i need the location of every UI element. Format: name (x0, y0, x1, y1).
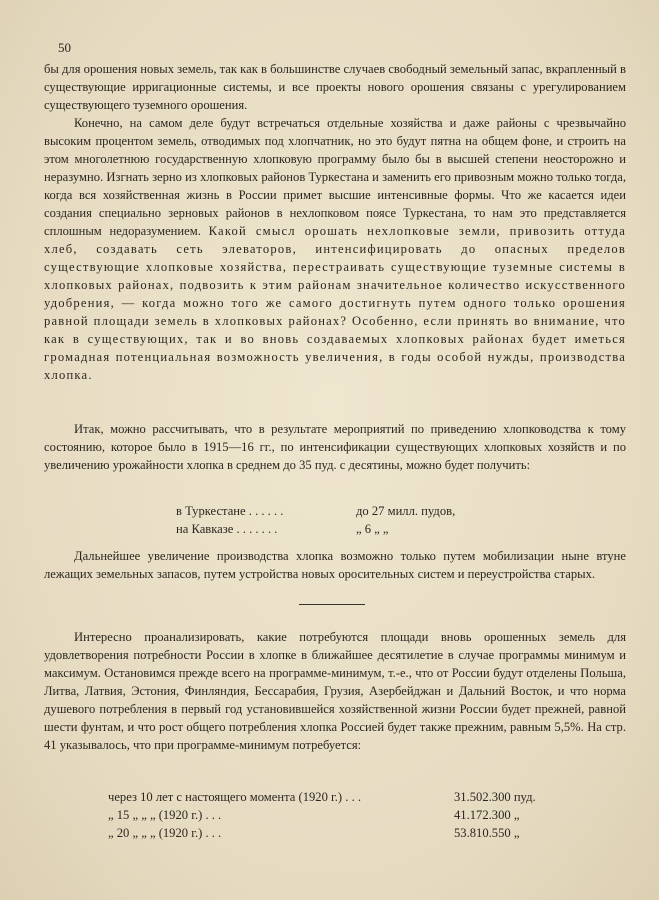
paragraph-intro: бы для орошения новых земель, так как в большинстве случаев свободный земельный запас, вкрапленный в существующие ирригационные системы, и все проекты нового орошения связаны с урегулированием существующего туземного орошения. (44, 62, 626, 112)
demand-period: „ 20 „ „ „ (1920 г.) . . . (108, 826, 222, 840)
demand-value: 53.810.550 „ (454, 826, 520, 840)
body-text-forecast (44, 420, 626, 474)
yield-table (176, 502, 455, 538)
demand-period: через 10 лет с настоящего момента (1920 г.) . . . (108, 790, 362, 804)
demand-row (108, 824, 536, 842)
yield-row (176, 502, 455, 520)
body-text-top (44, 60, 626, 384)
yield-region: на Кавказе . . . . . . . (176, 522, 278, 536)
body-text-mobilization (44, 547, 626, 583)
demand-period: „ 15 „ „ „ (1920 г.) . . . (108, 808, 222, 822)
paragraph-forecast: Итак, можно рассчитывать, что в результате мероприятий по приведению хлопководства к тому состоянию, которое было в 1915—16 гг., по интенсификации существующих хлопковых хозяйств и по увеличению урожайности хлопка в среднем до 35 пуд. с десятины, можно будет получить: (44, 422, 626, 472)
paragraph-main-normal: Конечно, на самом деле будут встречаться отдельные хозяйства и даже районы с чрезвычайно высоким процентом земель, отводимых под хлопчатник, но это будут пятна на общем фоне, и строить на этом многолетнюю государственную хлопковую программу было бы в высшей степени неосторожно и неразумно. Изгнать зерно из хлопковых районов Туркестана и заменить его привозным можно только тогда, когда вся хозяйственная жизнь в России примет высшие интенсивные формы. Что же касается идеи создания специально зерновых районов в нехлопковом поясе Туркестана, то нам это представляется сплошным недоразумением. (44, 116, 626, 238)
page-number: 50 (58, 40, 71, 55)
demand-row (108, 788, 536, 806)
demand-value: 31.502.300 пуд. (454, 790, 536, 804)
demand-value: 41.172.300 „ (454, 808, 520, 822)
yield-region: в Туркестане . . . . . . (176, 504, 284, 518)
paragraph-mobilization: Дальнейшее увеличение производства хлопка возможно только путем мобилизации ныне втуне лежащих земельных запасов, путем устройства новых оросительных систем и переустройства старых. (44, 549, 626, 581)
body-text-analysis (44, 628, 626, 754)
yield-amount: „ 6 „ „ (356, 522, 389, 536)
demand-table (108, 788, 536, 842)
paragraph-main (44, 114, 626, 384)
paragraph-main-spaced: Какой смысл орошать нехлопковые земли, привозить оттуда хлеб, создавать сеть элеваторов, интенсифицировать до опасных пределов существующие хлопковые хозяйства, перестраивать существующие туземные системы в хлопковых районах, подвозить к этим районам значительное количество искусственного удобрения, — когда можно того же самого достигнуть путем одного только орошения равной площади земель в хлопковых районах? Особенно, если принять во внимание, что как в существующих, так и во вновь создаваемых хлопковых районах будет иметься громадная потенциальная возможность увеличения, в годы особой нужды, производства хлопка. (44, 224, 626, 382)
demand-row (108, 806, 536, 824)
section-divider (299, 604, 365, 605)
yield-amount: до 27 милл. пудов, (356, 504, 456, 518)
yield-row (176, 520, 455, 538)
paragraph-analysis: Интересно проанализировать, какие потребуются площади вновь орошенных земель для удовлетворения потребности России в хлопке в ближайшее десятилетие в случае программы минимум и максимум. Остановимся прежде всего на программе-минимум, т.-е., что от России будут отделены Польша, Литва, Латвия, Эстония, Финляндия, Бессарабия, Грузия, Азербейджан и Дальний Восток, и что норма душевого потребления в первый год установившейся хозяйственной жизни России будет прежней, равной шести фунтам, и что рост общего потребления хлопка Россией будет также прежним, равным 5,5%. На стр. 41 указывалось, что при программе-минимум потребуется: (44, 630, 626, 752)
